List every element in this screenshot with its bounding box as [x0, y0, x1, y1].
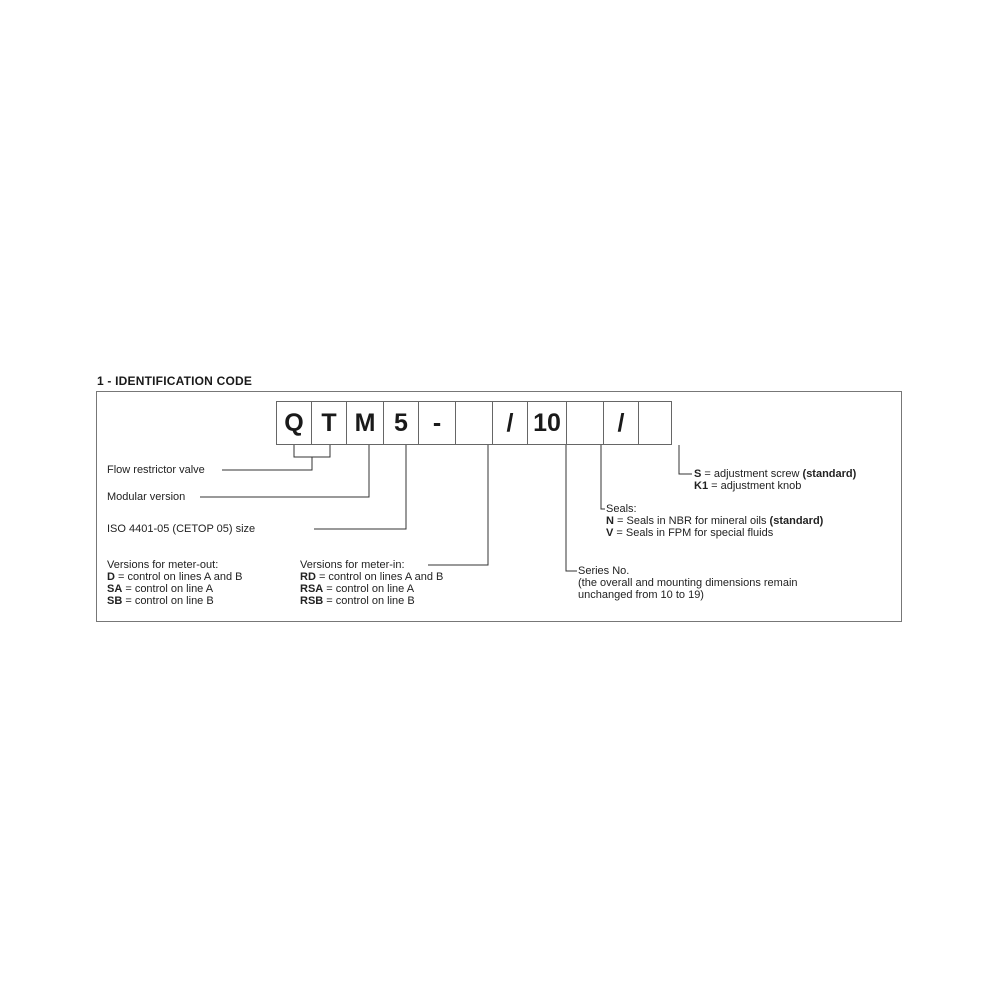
series-block — [578, 565, 798, 601]
leader-versions — [428, 445, 488, 565]
adjust-line-s: S = adjustment screw (standard) — [694, 468, 857, 480]
section-title: 1 - IDENTIFICATION CODE — [97, 374, 253, 388]
adjustment-block — [694, 468, 856, 492]
meter-in-line: RSA = control on line A — [300, 583, 415, 595]
series-heading: Series No. — [578, 565, 630, 577]
label-flow-restrictor: Flow restrictor valve — [107, 464, 205, 476]
meter-out-heading: Versions for meter-out: — [107, 559, 219, 571]
series-line-2: unchanged from 10 to 19) — [578, 589, 704, 601]
leader-series — [566, 445, 577, 571]
leader-adjust — [679, 445, 692, 474]
meter-out-line: D = control on lines A and B — [107, 571, 243, 583]
meter-out-line: SB = control on line B — [107, 595, 214, 607]
meter-in-heading: Versions for meter-in: — [300, 559, 405, 571]
code-cell-slash-1: / — [492, 401, 528, 445]
leader-seals — [601, 445, 605, 509]
code-cell-t: T — [311, 401, 347, 445]
label-modular-version: Modular version — [107, 491, 186, 503]
leader-modular — [200, 445, 369, 497]
label-size: ISO 4401-05 (CETOP 05) size — [107, 523, 256, 535]
code-cell-q: Q — [276, 401, 312, 445]
code-cell-dash: - — [418, 401, 456, 445]
meter-out-line: SA = control on line A — [107, 583, 214, 595]
code-cell-m: M — [346, 401, 384, 445]
series-line-1: (the overall and mounting dimensions remain — [578, 577, 798, 589]
seals-heading: Seals: — [606, 503, 637, 515]
adjust-line-k1: K1 = adjustment knob — [694, 480, 802, 492]
leader-size — [314, 445, 406, 529]
seals-block — [606, 503, 823, 539]
code-cell-slash-2: / — [603, 401, 639, 445]
seals-line-n: N = Seals in NBR for mineral oils (standard) — [606, 515, 824, 527]
meter-in-line: RD = control on lines A and B — [300, 571, 444, 583]
leader-flow — [294, 445, 330, 457]
meter-in-block — [300, 559, 443, 607]
code-cell-5: 5 — [383, 401, 419, 445]
meter-out-block — [107, 559, 242, 607]
code-cell-series: 10 — [527, 401, 567, 445]
seals-line-v: V = Seals in FPM for special fluids — [606, 527, 774, 539]
meter-in-line: RSB = control on line B — [300, 595, 415, 607]
